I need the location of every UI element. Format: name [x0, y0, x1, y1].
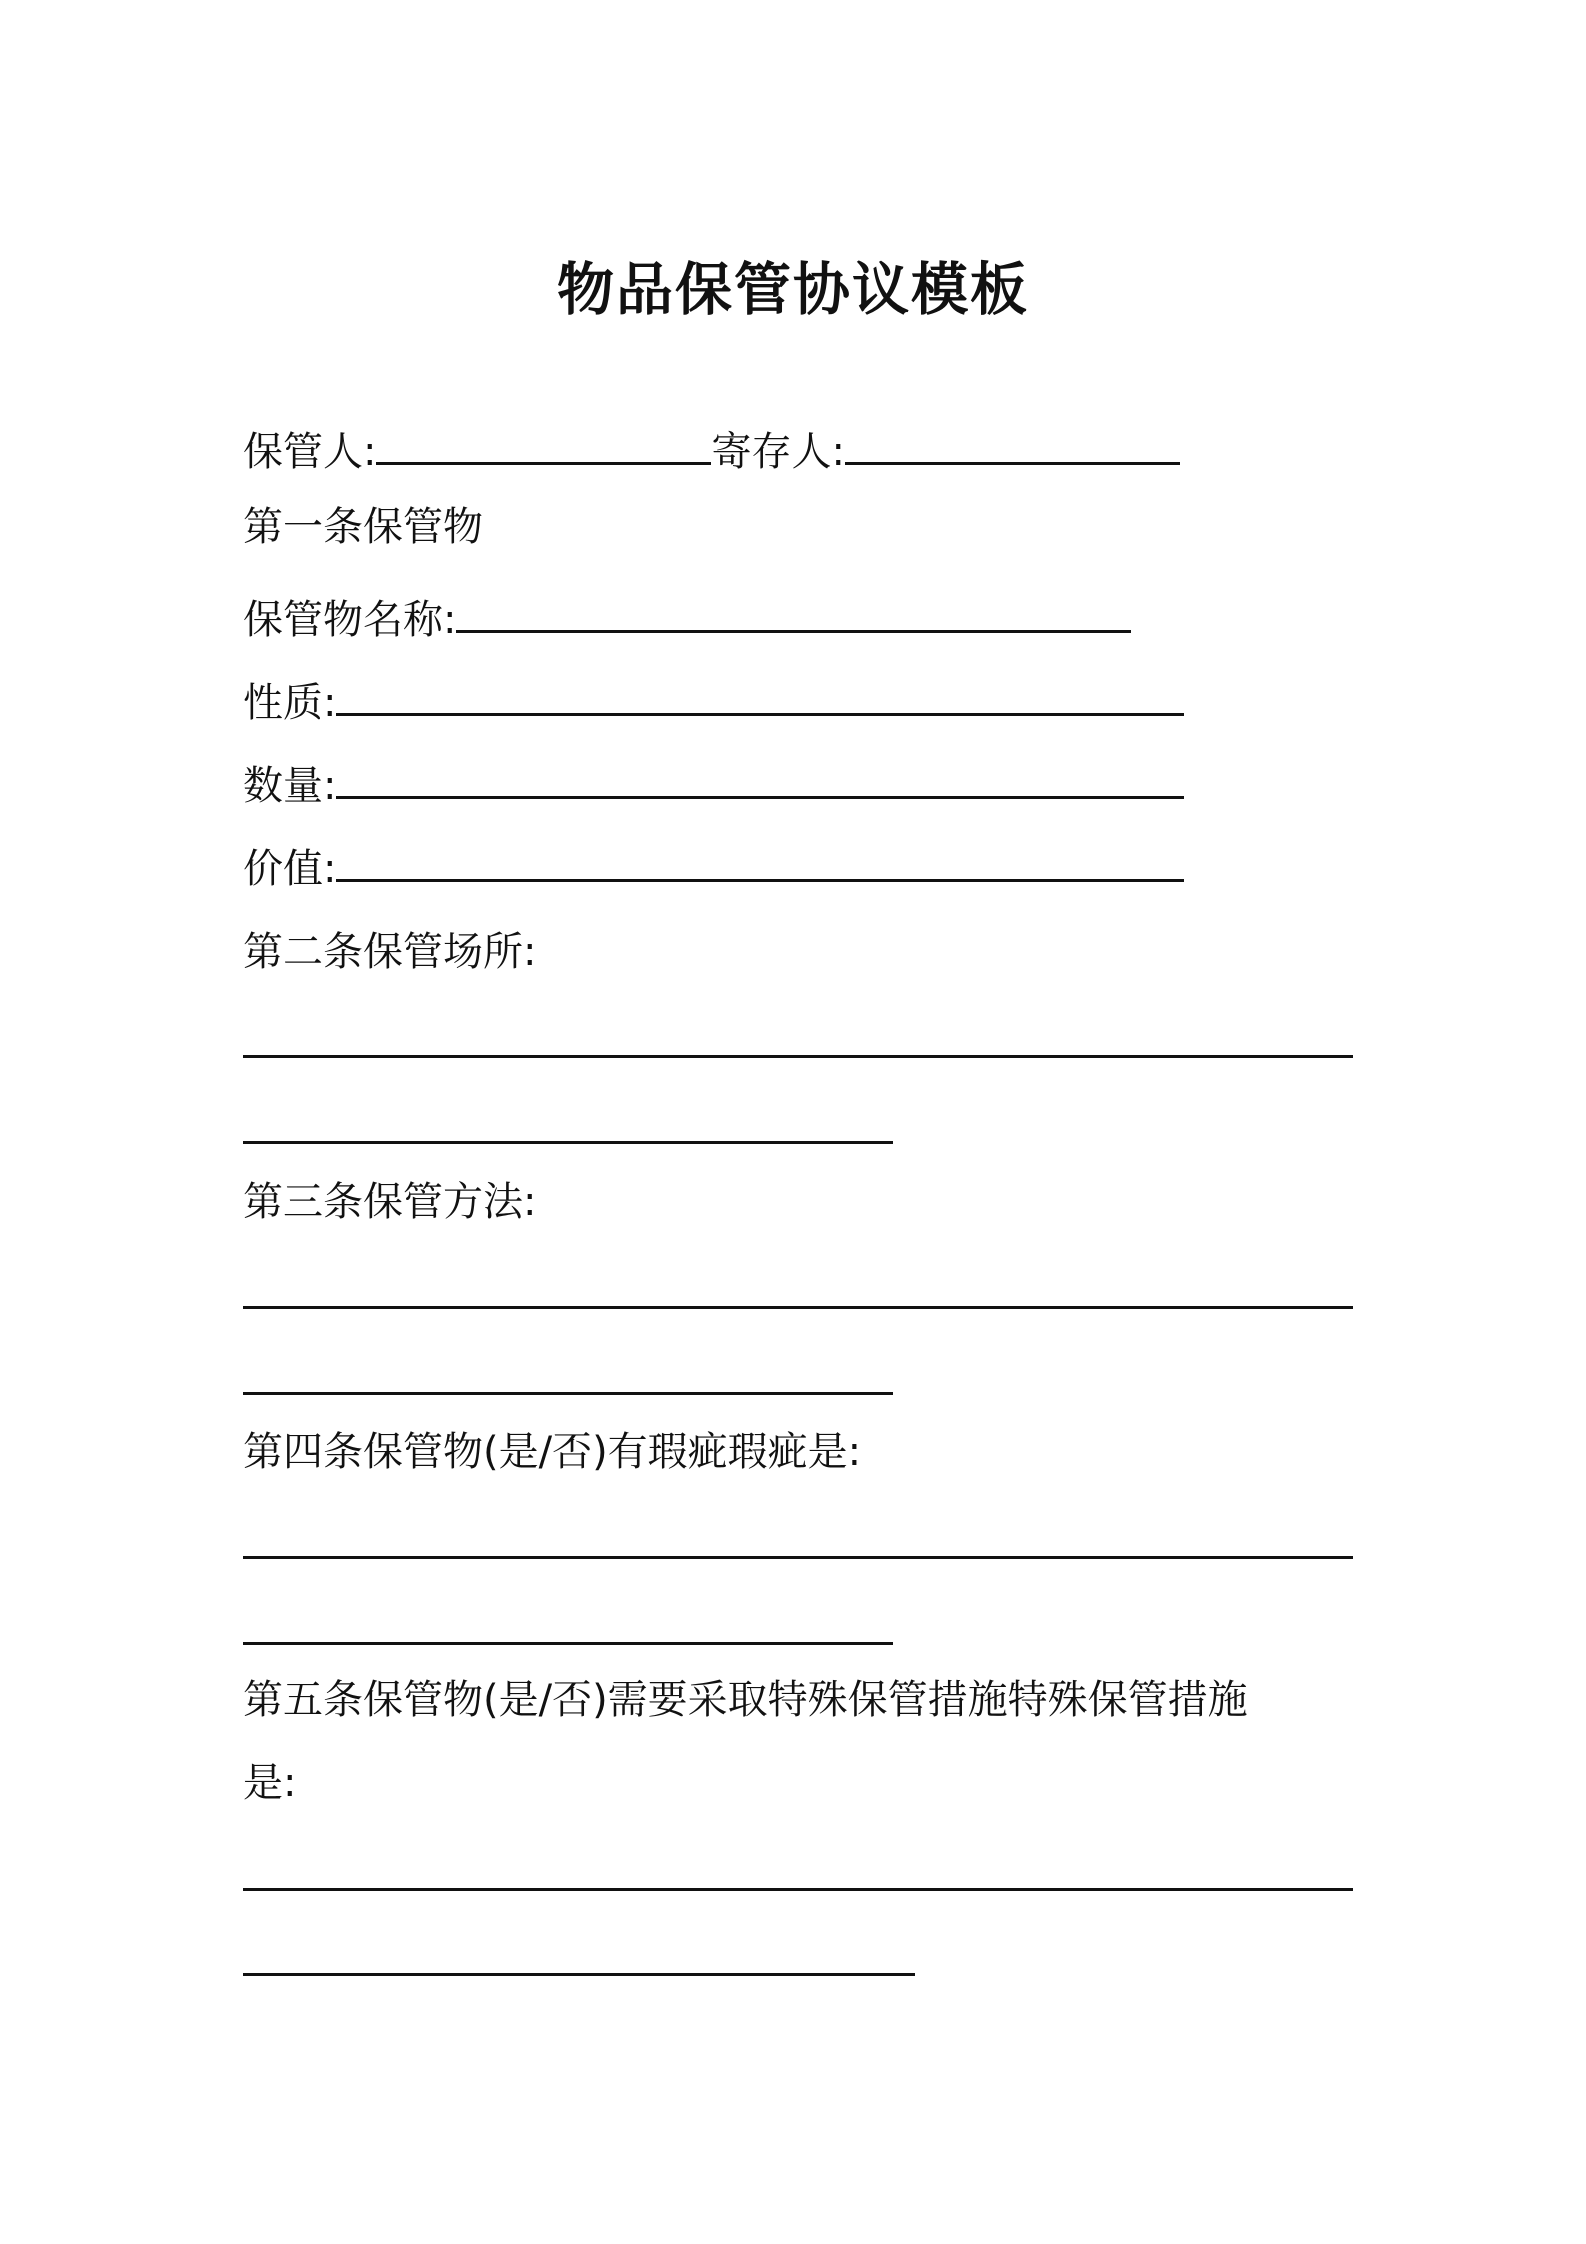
item-name-row [243, 590, 1131, 650]
value-row [243, 839, 1184, 899]
value-label: 价值: [243, 846, 337, 892]
article5-answer-line-2[interactable] [243, 1973, 915, 1976]
quantity-row [243, 756, 1184, 816]
item-name-field[interactable] [456, 592, 1131, 633]
article4-answer-line-1[interactable] [243, 1556, 1353, 1559]
nature-label: 性质: [243, 680, 337, 726]
custodian-label: 保管人: [243, 429, 377, 475]
parties-row [243, 422, 1180, 482]
article5-heading-line1: 第五条保管物(是/否)需要采取特殊保管措施特殊保管措施 [243, 1677, 1248, 1723]
article3-answer-line-2[interactable] [243, 1392, 893, 1395]
item-name-label: 保管物名称: [243, 597, 457, 643]
article5-heading-line2: 是: [243, 1760, 297, 1806]
article3-answer-line-1[interactable] [243, 1306, 1353, 1309]
article5-answer-line-1[interactable] [243, 1888, 1353, 1891]
article4-heading: 第四条保管物(是/否)有瑕疵瑕疵是: [243, 1429, 862, 1475]
article2-answer-line-2[interactable] [243, 1141, 893, 1144]
value-field[interactable] [336, 841, 1184, 882]
document-title: 物品保管协议模板 [557, 257, 1029, 323]
depositor-field[interactable] [845, 424, 1180, 465]
article2-heading: 第二条保管场所: [243, 929, 537, 975]
quantity-label: 数量: [243, 763, 337, 809]
article2-answer-line-1[interactable] [243, 1055, 1353, 1058]
nature-field[interactable] [336, 675, 1184, 716]
article4-answer-line-2[interactable] [243, 1642, 893, 1645]
nature-row [243, 673, 1184, 733]
depositor-label: 寄存人: [711, 429, 845, 475]
custodian-field[interactable] [376, 424, 711, 465]
article3-heading: 第三条保管方法: [243, 1179, 537, 1225]
article1-heading: 第一条保管物 [243, 504, 483, 550]
quantity-field[interactable] [336, 758, 1184, 799]
